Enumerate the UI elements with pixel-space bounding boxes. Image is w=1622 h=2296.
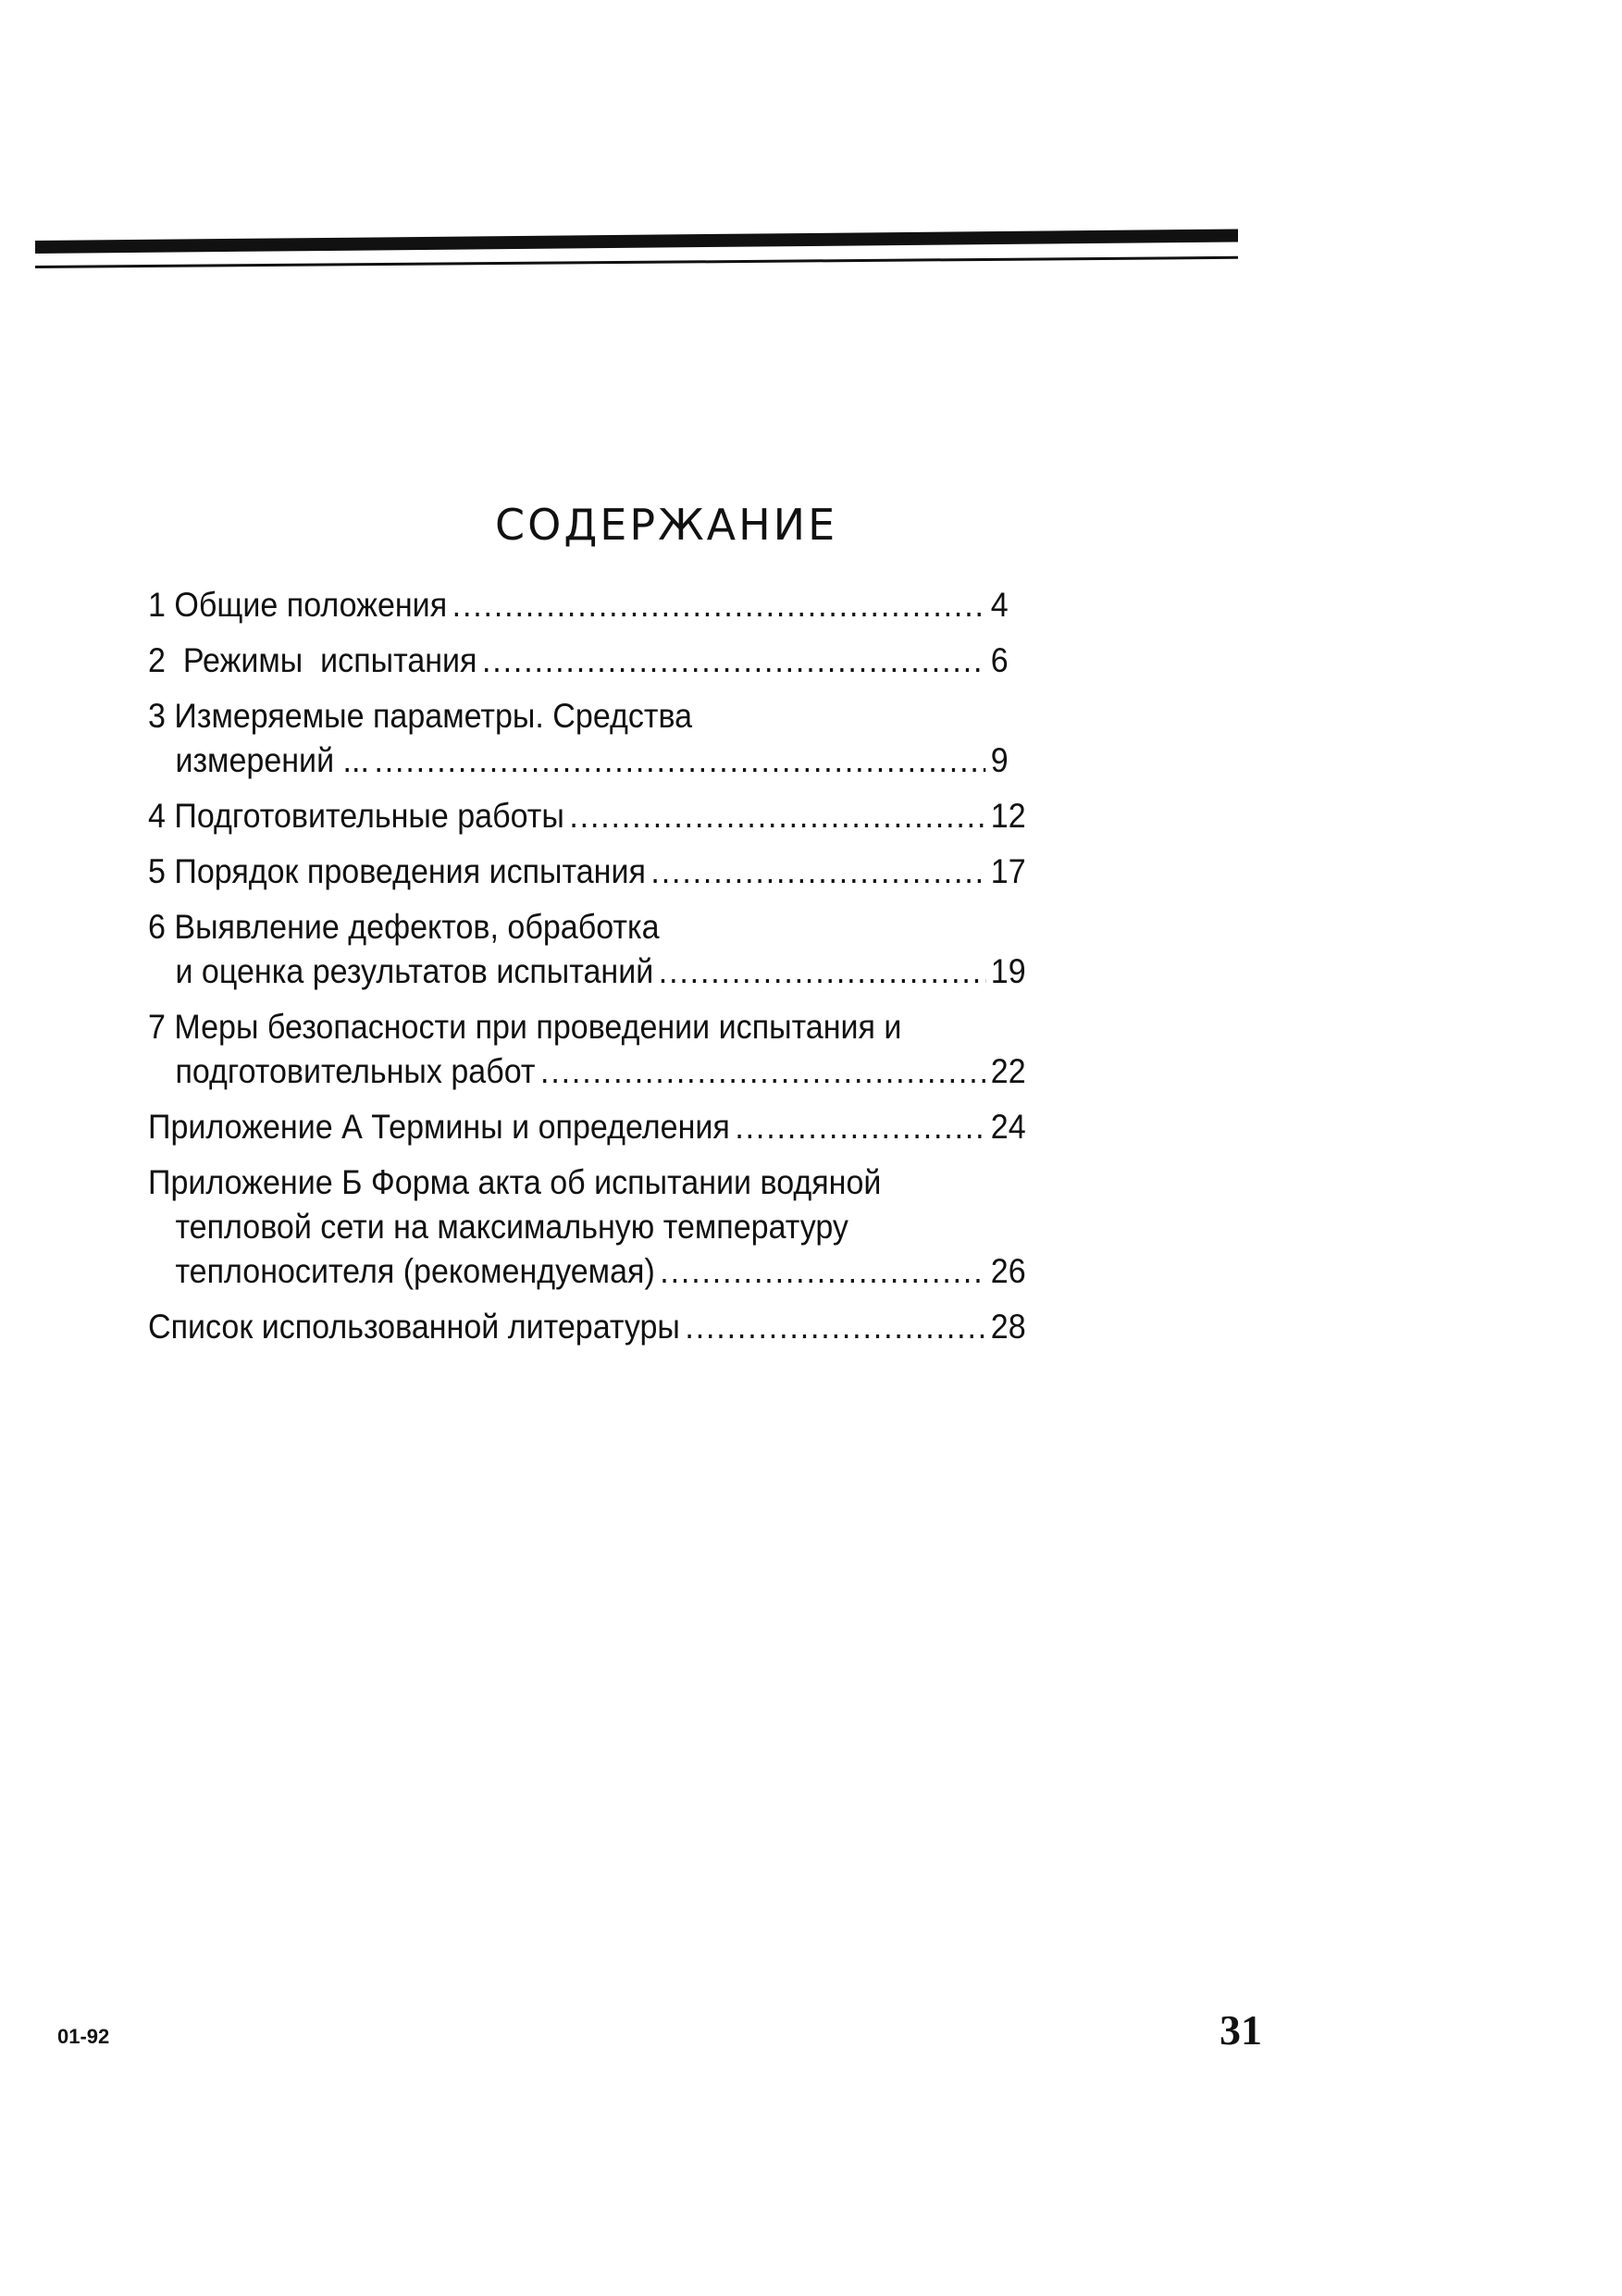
toc-page-number: 26 xyxy=(990,1252,1026,1290)
toc-page-number: 12 xyxy=(990,797,1026,835)
dot-leader xyxy=(374,738,985,783)
toc-entry-text: и оценка результатов испытаний xyxy=(175,952,654,990)
toc-page-number: 22 xyxy=(990,1052,1026,1090)
dot-leader xyxy=(659,949,986,994)
toc-entry[interactable] xyxy=(148,1005,1034,1094)
toc-entry[interactable] xyxy=(148,1305,1034,1349)
toc-entry-text: 7 Меры безопасности при проведении испытания и xyxy=(148,1008,902,1046)
toc-page-number: 4 xyxy=(990,586,1009,624)
toc-entry[interactable] xyxy=(148,1160,1034,1294)
toc-entry[interactable] xyxy=(148,1105,1034,1149)
document-code: 01-92 xyxy=(57,2025,110,2048)
toc-entry-text: Приложение Б Форма акта об испытании водяной xyxy=(148,1163,882,1201)
toc-entry[interactable] xyxy=(148,639,1034,683)
page-number: 31 xyxy=(1220,2006,1262,2054)
toc-entry[interactable] xyxy=(148,583,1034,627)
toc-entry-text: измерений ... xyxy=(175,741,369,779)
toc-entry-text: 4 Подготовительные работы xyxy=(148,797,564,835)
header-rule-thick xyxy=(35,230,1238,254)
toc-entry[interactable] xyxy=(148,850,1034,894)
dot-leader xyxy=(482,639,985,683)
page-title: СОДЕРЖАНИЕ xyxy=(495,500,838,550)
toc-entry-text: теплоносителя (рекомендуемая) xyxy=(175,1252,655,1290)
dot-leader xyxy=(540,1049,985,1094)
toc-entry-text: Приложение А Термины и определения xyxy=(148,1108,730,1146)
toc-entry-text: тепловой сети на максимальную температуру xyxy=(175,1208,848,1246)
header-rule-thin xyxy=(35,256,1238,268)
dot-leader xyxy=(452,583,986,627)
toc-page-number: 24 xyxy=(990,1108,1026,1146)
toc-entry-text: 1 Общие положения xyxy=(148,586,448,624)
toc-entry[interactable] xyxy=(148,794,1034,838)
toc-page-number: 6 xyxy=(990,641,1009,679)
dot-leader xyxy=(650,850,985,894)
dot-leader xyxy=(735,1105,985,1149)
toc-page-number: 19 xyxy=(990,952,1026,990)
table-of-contents xyxy=(148,583,1034,1360)
toc-entry-text: подготовительных работ xyxy=(175,1052,536,1090)
toc-entry[interactable] xyxy=(148,905,1034,994)
toc-entry-text: 2 Режимы испытания xyxy=(148,641,477,679)
toc-entry-text: 3 Измеряемые параметры. Средства xyxy=(148,697,693,735)
toc-entry-text: 6 Выявление дефектов, обработка xyxy=(148,908,660,946)
toc-page-number: 9 xyxy=(990,741,1009,779)
dot-leader xyxy=(569,794,985,838)
toc-entry[interactable] xyxy=(148,694,1034,783)
toc-page-number: 28 xyxy=(990,1308,1026,1346)
dot-leader xyxy=(660,1249,985,1294)
toc-page-number: 17 xyxy=(990,852,1026,890)
toc-entry-text: 5 Порядок проведения испытания xyxy=(148,852,646,890)
toc-entry-text: Список использованной литературы xyxy=(148,1308,680,1346)
dot-leader xyxy=(685,1305,985,1349)
